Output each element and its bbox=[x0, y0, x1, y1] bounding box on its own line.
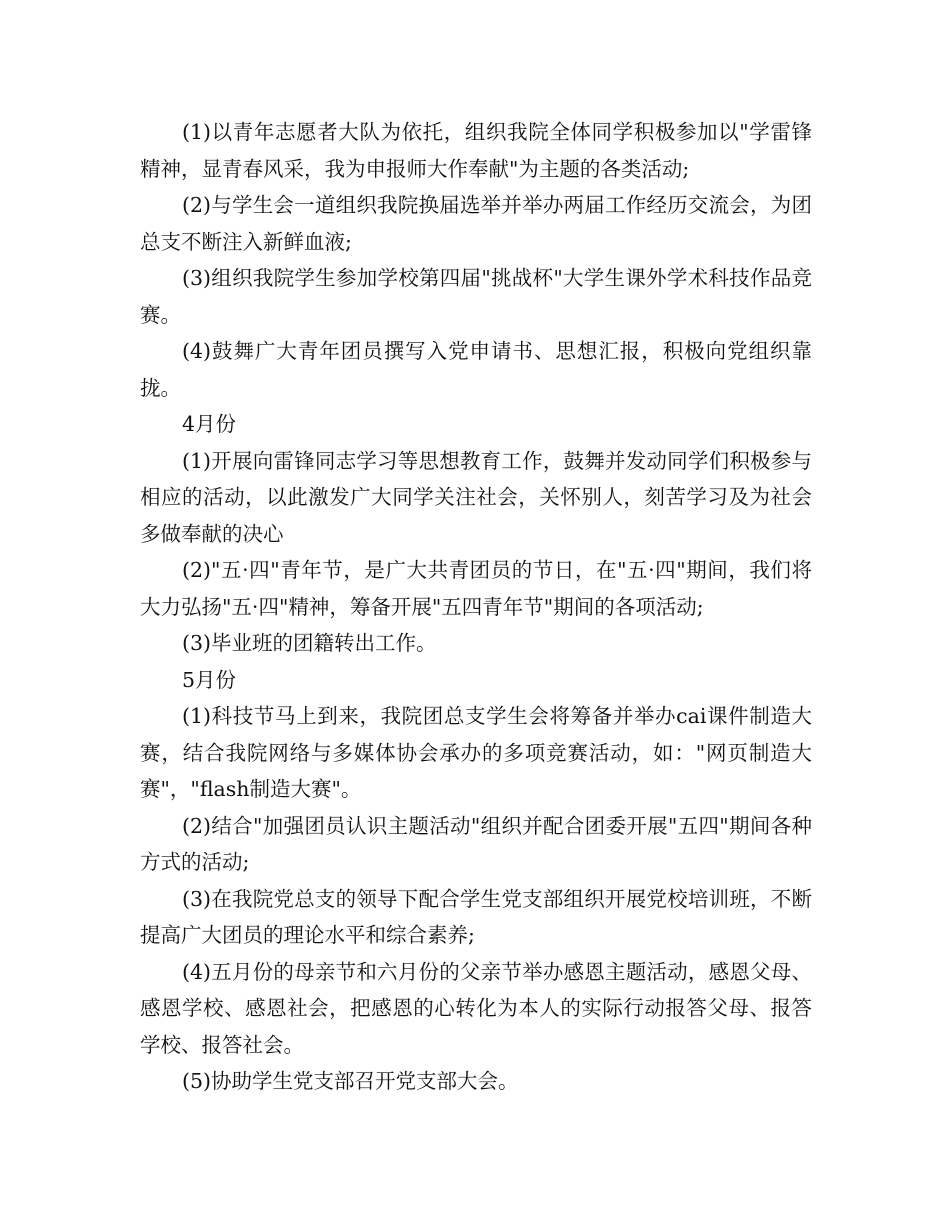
section-heading-april: 4月份 bbox=[182, 412, 237, 436]
paragraph-april-item-2: (2)"五·四"青年节，是广大共青团员的节日，在"五·四"期间，我们将大力弘扬"五·四"精神，筹备开展"五四青年节"期间的各项活动; bbox=[140, 558, 812, 619]
paragraph-may-item-2: (2)结合"加强团员认识主题活动"组织并配合团委开展"五四"期间各种方式的活动; bbox=[140, 813, 812, 874]
document-body bbox=[140, 114, 812, 1100]
paragraph-may-item-1: (1)科技节马上到来，我院团总支学生会将筹备并举办cai课件制造大赛，结合我院网络与多媒体协会承办的多项竞赛活动，如："网页制造大赛"，"flash制造大赛"。 bbox=[140, 704, 812, 801]
section-heading-may: 5月份 bbox=[182, 667, 237, 692]
paragraph-may-item-3: (3)在我院党总支的领导下配合学生党支部组织开展党校培训班，不断提高广大团员的理论水平和综合素养; bbox=[140, 886, 812, 947]
paragraph-april-item-1: (1)开展向雷锋同志学习等思想教育工作，鼓舞并发动同学们积极参与相应的活动，以此激发广大同学关注社会，关怀别人，刻苦学习及为社会多做奉献的决心 bbox=[140, 448, 812, 546]
paragraph-may-item-4: (4)五月份的母亲节和六月份的父亲节举办感恩主题活动，感恩父母、感恩学校、感恩社会，把感恩的心转化为本人的实际行动报答父母、报答学校、报答社会。 bbox=[140, 959, 812, 1057]
paragraph-may-item-5: (5)协助学生党支部召开党支部大会。 bbox=[182, 1069, 519, 1093]
paragraph-march-item-3: (3)组织我院学生参加学校第四届"挑战杯"大学生课外学术科技作品竞赛。 bbox=[140, 266, 812, 327]
paragraph-march-item-4: (4)鼓舞广大青年团员撰写入党申请书、思想汇报，积极向党组织靠拢。 bbox=[140, 339, 812, 400]
paragraph-april-item-3: (3)毕业班的团籍转出工作。 bbox=[182, 631, 437, 655]
paragraph-march-item-1: (1)以青年志愿者大队为依托，组织我院全体同学积极参加以"学雷锋精神，显青春风采，我为申报师大作奉献"为主题的各类活动; bbox=[140, 120, 812, 181]
paragraph-march-item-2: (2)与学生会一道组织我院换届选举并举办两届工作经历交流会，为团总支不断注入新鲜血液; bbox=[140, 193, 812, 254]
